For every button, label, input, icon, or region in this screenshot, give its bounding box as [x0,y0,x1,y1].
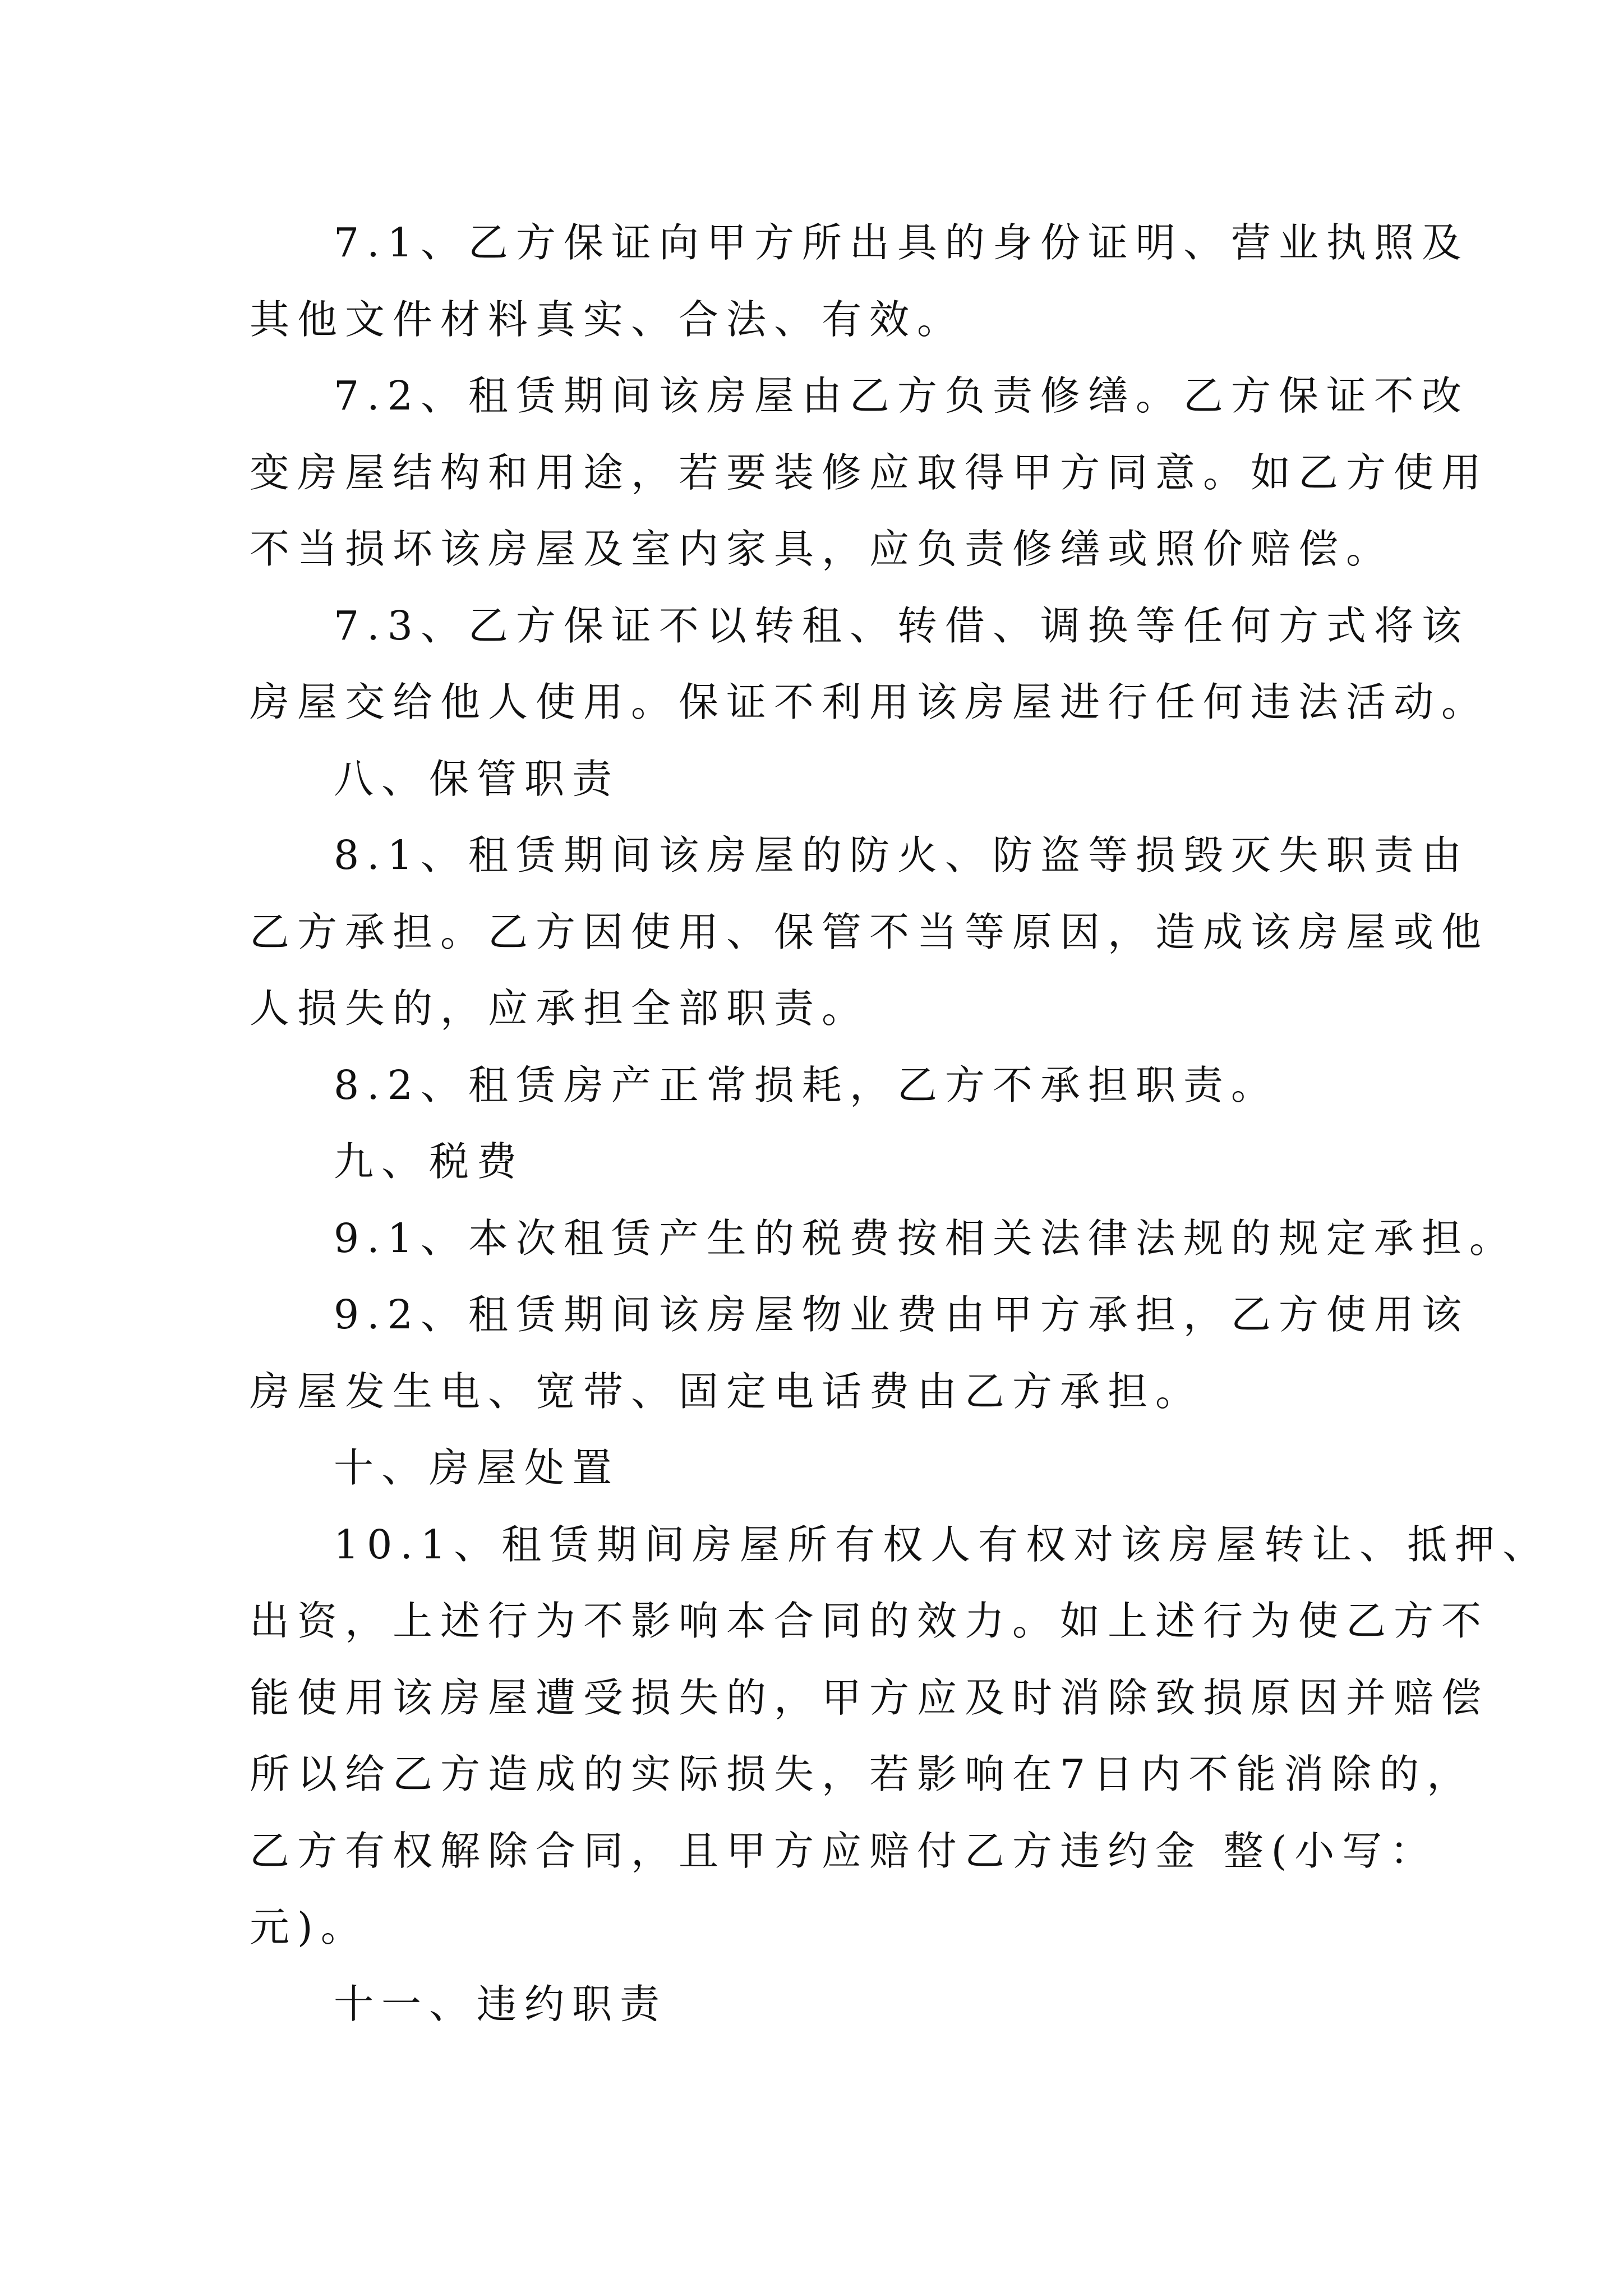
clause-10-1-line-2: 出资，上述行为不影响本合同的效力。如上述行为使乙方不 [250,1598,1490,1644]
clause-8-1-line-3: 人损失的，应承担全部职责。 [250,985,870,1032]
clause-10-1-line-6: 元)。 [250,1904,368,1950]
section-8-heading: 八、保管职责 [334,756,620,802]
section-9-heading: 九、税费 [334,1138,525,1185]
clause-7-2-line-3: 不当损坏该房屋及室内家具，应负责修缮或照价赔偿。 [250,526,1394,572]
section-10-heading: 十、房屋处置 [334,1444,620,1491]
clause-10-1-line-3: 能使用该房屋遭受损失的，甲方应及时消除致损原因并赔偿 [250,1674,1490,1721]
clause-9-1-line-1: 9.1、本次租赁产生的税费按相关法律法规的规定承担。 [334,1215,1517,1262]
clause-7-1-line-1: 7.1、乙方保证向甲方所出具的身份证明、营业执照及 [334,219,1469,266]
clause-7-2-line-2: 变房屋结构和用途，若要装修应取得甲方同意。如乙方使用 [250,449,1490,496]
clause-7-1-line-2: 其他文件材料真实、合法、有效。 [250,296,965,343]
clause-10-1-line-1: 10.1、租赁期间房屋所有权人有权对该房屋转让、抵押、 [334,1521,1551,1568]
clause-7-3-line-1: 7.3、乙方保证不以转租、转借、调换等任何方式将该 [334,602,1469,649]
clause-10-1-line-5: 乙方有权解除合同，且甲方应赔付乙方违约金 整(小写： [250,1828,1438,1874]
clause-8-1-line-2: 乙方承担。乙方因使用、保管不当等原因，造成该房屋或他 [250,909,1490,955]
clause-7-2-line-1: 7.2、租赁期间该房屋由乙方负责修缮。乙方保证不改 [334,372,1469,419]
clause-9-2-line-1: 9.2、租赁期间该房屋物业费由甲方承担，乙方使用该 [334,1291,1469,1338]
clause-7-3-line-2: 房屋交给他人使用。保证不利用该房屋进行任何违法活动。 [250,679,1490,725]
section-11-heading: 十一、违约职责 [334,1981,668,2027]
clause-8-1-line-1: 8.1、租赁期间该房屋的防火、防盗等损毁灭失职责由 [334,832,1469,878]
clause-8-2-line-1: 8.2、租赁房产正常损耗，乙方不承担职责。 [334,1062,1279,1108]
clause-9-2-line-2: 房屋发生电、宽带、固定电话费由乙方承担。 [250,1368,1204,1415]
clause-10-1-line-4: 所以给乙方造成的实际损失，若影响在7日内不能消除的， [250,1751,1475,1797]
